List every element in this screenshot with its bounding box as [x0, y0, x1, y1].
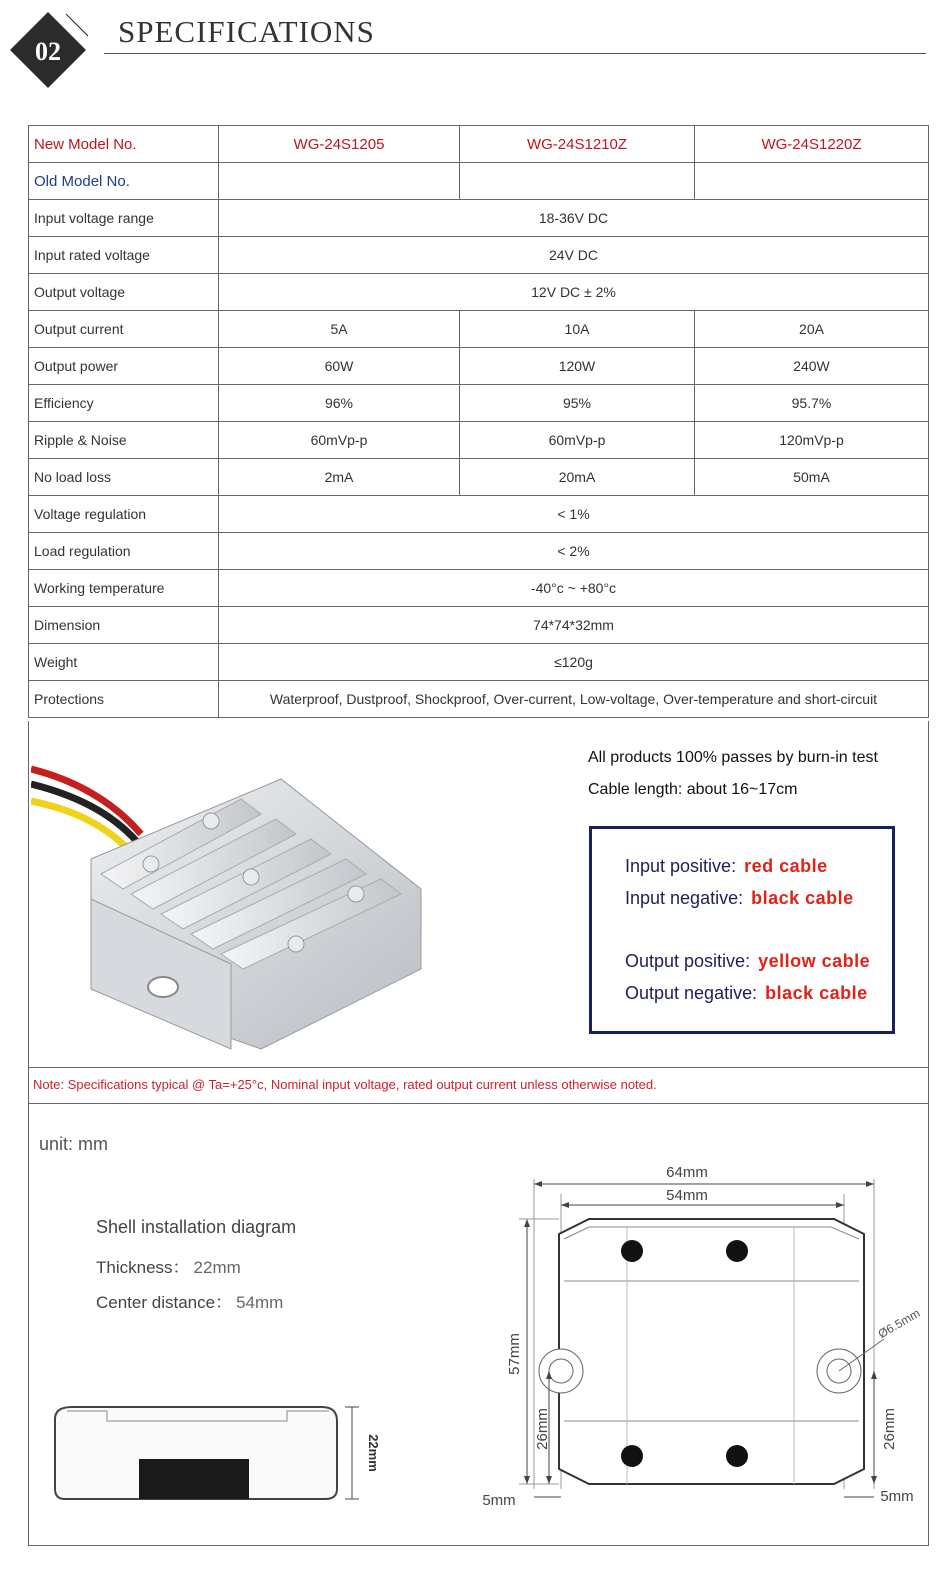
row-value: 60mVp-p	[460, 422, 695, 459]
cable-input-positive	[625, 856, 828, 877]
cable-label: Output negative:	[625, 983, 758, 1003]
cable-label: Input positive:	[625, 856, 737, 876]
row-label: Voltage regulation	[29, 496, 219, 533]
row-value: 95.7%	[695, 385, 929, 422]
row-value: 18-36V DC	[219, 200, 929, 237]
table-row-protections	[29, 681, 929, 718]
row-label: Input rated voltage	[29, 237, 219, 274]
hole-diameter-label: Ø6.5mm	[875, 1305, 923, 1342]
row-value: ≤120g	[219, 644, 929, 681]
cable-value: black cable	[765, 983, 868, 1003]
cable-output-positive	[625, 951, 870, 972]
unit-label: unit: mm	[39, 1134, 109, 1154]
table-row-output-power	[29, 348, 929, 385]
table-row-old-model	[29, 163, 929, 200]
row-value: 20A	[695, 311, 929, 348]
table-row-input-voltage-range	[29, 200, 929, 237]
table-row-output-current	[29, 311, 929, 348]
row-label: Ripple & Noise	[29, 422, 219, 459]
cable-legend-box	[589, 826, 895, 1034]
row-label: Load regulation	[29, 533, 219, 570]
product-section	[28, 721, 929, 1068]
cable-label: Input negative:	[625, 888, 744, 908]
specifications-note: Note: Specifications typical @ Ta=+25°c, Nominal input voltage, rated output current unless otherwise noted.	[28, 1068, 929, 1104]
row-value: -40°c ~ +80°c	[219, 570, 929, 607]
section-number: 02	[35, 37, 61, 66]
old-model-cell	[460, 163, 695, 200]
table-row-efficiency	[29, 385, 929, 422]
row-value: 240W	[695, 348, 929, 385]
row-value: < 2%	[219, 533, 929, 570]
cable-input-negative	[625, 888, 854, 909]
page-title: SPECIFICATIONS	[118, 14, 375, 49]
center-distance-value: 54mm	[236, 1293, 284, 1312]
model-cell: WG-24S1220Z	[695, 126, 929, 163]
table-row-ripple-noise	[29, 422, 929, 459]
hole-height-right-label: 26mm	[881, 1408, 898, 1450]
center-distance-label: Center distance：	[96, 1293, 233, 1312]
margin-right-label: 5mm	[880, 1488, 914, 1505]
row-label: No load loss	[29, 459, 219, 496]
burn-in-text: All products 100% passes by burn-in test	[588, 749, 878, 766]
cable-value: red cable	[744, 856, 828, 876]
converter-product-image	[31, 739, 431, 1059]
shell-diagram-title: Shell installation diagram	[96, 1217, 297, 1237]
row-value: 60mVp-p	[219, 422, 460, 459]
row-label: Dimension	[29, 607, 219, 644]
row-label: Working temperature	[29, 570, 219, 607]
table-row-load-regulation	[29, 533, 929, 570]
table-row-output-voltage	[29, 274, 929, 311]
row-value: 95%	[460, 385, 695, 422]
hole-height-left-label: 26mm	[534, 1408, 551, 1450]
row-value: 120mVp-p	[695, 422, 929, 459]
height-label: 57mm	[506, 1333, 523, 1375]
row-label: Output voltage	[29, 274, 219, 311]
section-number-badge	[8, 10, 88, 90]
specifications-table	[28, 125, 929, 718]
row-value: 5A	[219, 311, 460, 348]
row-value: 10A	[460, 311, 695, 348]
table-row-dimension	[29, 607, 929, 644]
row-label: Efficiency	[29, 385, 219, 422]
thickness-label: Thickness：	[96, 1258, 190, 1277]
row-label: New Model No.	[29, 126, 219, 163]
table-row-weight	[29, 644, 929, 681]
row-value: 74*74*32mm	[219, 607, 929, 644]
thickness-info	[96, 1253, 241, 1278]
row-value: 50mA	[695, 459, 929, 496]
model-cell: WG-24S1210Z	[460, 126, 695, 163]
row-value: 60W	[219, 348, 460, 385]
cable-value: yellow cable	[758, 951, 871, 971]
row-value: 96%	[219, 385, 460, 422]
row-label: Input voltage range	[29, 200, 219, 237]
width-outer-label: 64mm	[666, 1164, 708, 1181]
top-view-drawing	[469, 1159, 929, 1539]
thickness-value: 22mm	[193, 1258, 241, 1277]
row-value: 2mA	[219, 459, 460, 496]
table-row-working-temperature	[29, 570, 929, 607]
width-inner-label: 54mm	[666, 1187, 708, 1204]
old-model-cell	[219, 163, 460, 200]
table-row-new-model	[29, 126, 929, 163]
row-label: Old Model No.	[29, 163, 219, 200]
cable-length-text: Cable length: about 16~17cm	[588, 781, 798, 798]
row-label: Protections	[29, 681, 219, 718]
side-view-drawing	[47, 1399, 407, 1519]
row-label: Weight	[29, 644, 219, 681]
row-value: Waterproof, Dustproof, Shockproof, Over-current, Low-voltage, Over-temperature and short-circuit	[219, 681, 929, 718]
margin-left-label: 5mm	[482, 1492, 516, 1509]
center-distance-info	[96, 1288, 283, 1313]
cable-value: black cable	[751, 888, 854, 908]
old-model-cell	[695, 163, 929, 200]
row-label: Output current	[29, 311, 219, 348]
side-height-label: 22mm	[366, 1434, 381, 1472]
row-value: < 1%	[219, 496, 929, 533]
cable-output-negative	[625, 983, 868, 1004]
model-cell: WG-24S1205	[219, 126, 460, 163]
row-value: 120W	[460, 348, 695, 385]
row-label: Output power	[29, 348, 219, 385]
header-rule	[104, 53, 926, 54]
cable-label: Output positive:	[625, 951, 751, 971]
table-row-voltage-regulation	[29, 496, 929, 533]
table-row-no-load-loss	[29, 459, 929, 496]
row-value: 20mA	[460, 459, 695, 496]
installation-diagram-section	[28, 1104, 929, 1546]
section-header	[0, 0, 950, 110]
row-value: 12V DC ± 2%	[219, 274, 929, 311]
row-value: 24V DC	[219, 237, 929, 274]
table-row-input-rated-voltage	[29, 237, 929, 274]
